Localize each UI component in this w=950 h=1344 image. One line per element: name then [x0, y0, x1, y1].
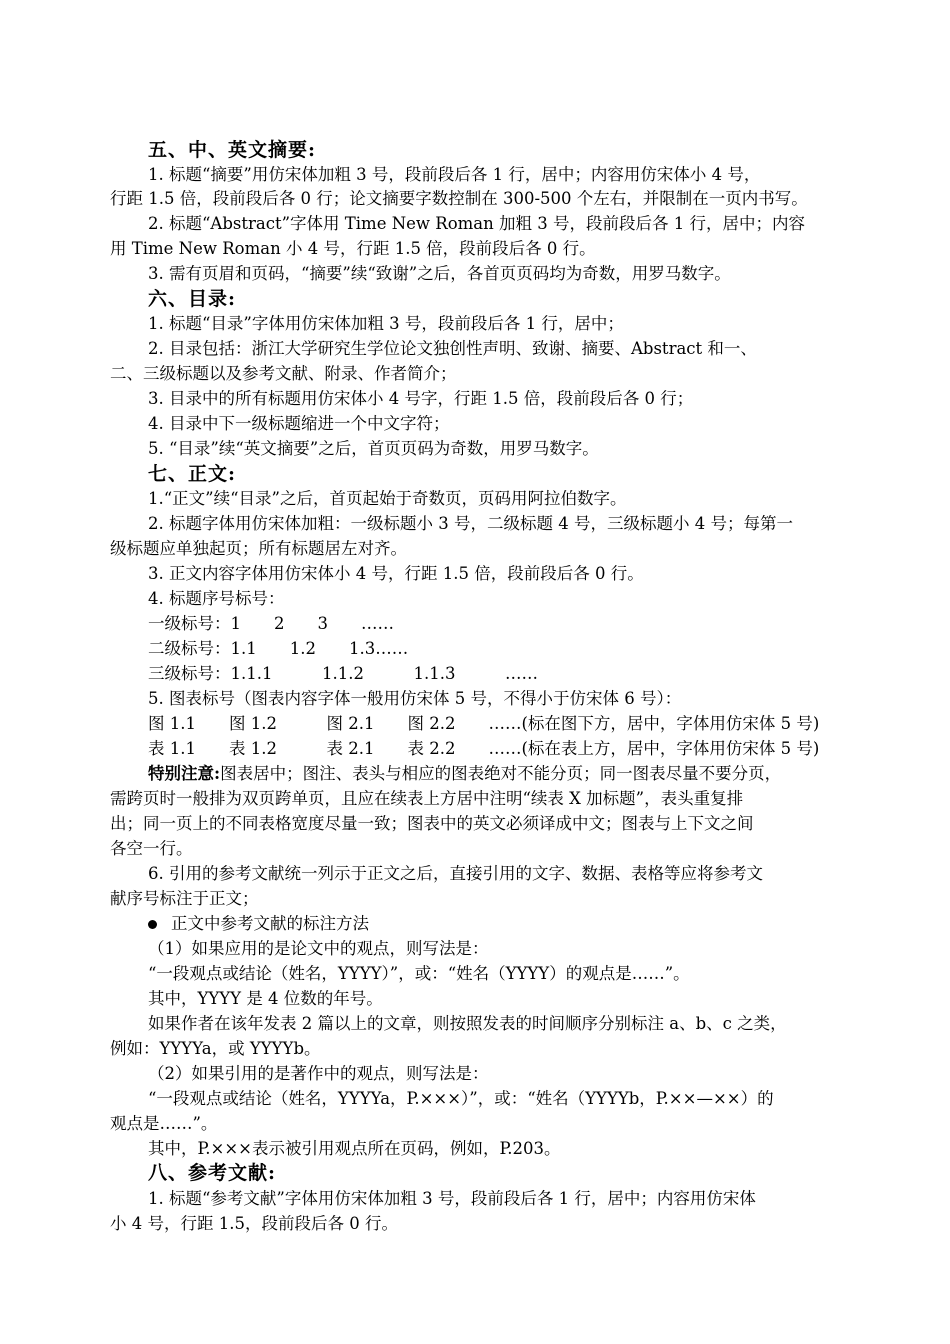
paragraph-line: 5. 图表标号（图表内容字体一般用仿宋体 5 号，不得小于仿宋体 6 号）：	[148, 689, 682, 708]
numbering-example-level2: 二级标号：1.1 1.2 1.3……	[148, 639, 409, 658]
paragraph-line: 用 Time New Roman 小 4 号，行距 1.5 倍，段前段后各 0 行。	[110, 239, 596, 258]
paragraph-line: （1）如果应用的是论文中的观点，则写法是：	[148, 939, 489, 958]
paragraph-line: 2. 目录包括：浙江大学研究生学位论文独创性声明、致谢、摘要、Abstract 和一、	[148, 339, 757, 358]
section-heading-toc: 六、目录:	[148, 288, 237, 310]
figure-numbering-example: 图 1.1 图 1.2 图 2.1 图 2.2 ……(标在图下方，居中，字体用仿宋体 5 号)	[148, 714, 820, 733]
bullet-icon	[148, 920, 157, 929]
paragraph-line: 各空一行。	[110, 839, 193, 858]
paragraph-line: 献序号标注于正文；	[110, 889, 259, 908]
special-note-text: 图表居中；图注、表头与相应的图表绝对不能分页；同一图表尽量不要分页，	[220, 764, 782, 783]
paragraph-line: 4. 标题序号标号：	[148, 589, 285, 608]
paragraph-line: 2. 标题字体用仿宋体加粗：一级标题小 3 号，二级标题 4 号，三级标题小 4 号；每第一	[148, 514, 793, 533]
section-heading-body: 七、正文:	[148, 463, 237, 485]
paragraph-line: 例如：YYYYa，或 YYYYb。	[110, 1039, 321, 1058]
paragraph-line: 需跨页时一般排为双页跨单页，且应在续表上方居中注明“续表 X 加标题”，表头重复排	[110, 789, 744, 808]
paragraph-line: 1. 标题“参考文献”字体用仿宋体加粗 3 号，段前段后各 1 行，居中；内容用仿宋体	[148, 1189, 756, 1208]
paragraph-line: （2）如果引用的是著作中的观点，则写法是：	[148, 1064, 489, 1083]
table-numbering-example: 表 1.1 表 1.2 表 2.1 表 2.2 ……(标在表上方，居中，字体用仿宋体 5 号)	[148, 739, 820, 758]
paragraph-line: 1. 标题“摘要”用仿宋体加粗 3 号，段前段后各 1 行，居中；内容用仿宋体小 4 号，	[148, 165, 761, 184]
paragraph-line: 1.“正文”续“目录”之后，首页起始于奇数页，页码用阿拉伯数字。	[148, 489, 627, 508]
paragraph-line: 二、三级标题以及参考文献、附录、作者简介；	[110, 364, 457, 383]
special-note-line	[148, 762, 781, 786]
paragraph-line: 小 4 号，行距 1.5，段前段后各 0 行。	[110, 1214, 398, 1233]
bullet-item	[148, 912, 369, 936]
paragraph-line: 3. 需有页眉和页码，“摘要”续“致谢”之后，各首页页码均为奇数，用罗马数字。	[148, 264, 731, 283]
paragraph-line: 3. 目录中的所有标题用仿宋体小 4 号字，行距 1.5 倍，段前段后各 0 行；	[148, 389, 694, 408]
paragraph-line: “一段观点或结论（姓名，YYYYa，P.×××）”，或：“姓名（YYYYb，P.××—××）的	[148, 1089, 774, 1108]
paragraph-line: 出；同一页上的不同表格宽度尽量一致；图表中的英文必须译成中文；图表与上下文之间	[110, 814, 754, 833]
paragraph-line: 4. 目录中下一级标题缩进一个中文字符；	[148, 414, 450, 433]
paragraph-line: 5. “目录”续“英文摘要”之后，首页页码为奇数，用罗马数字。	[148, 439, 599, 458]
section-heading-abstract: 五、中、英文摘要:	[148, 139, 317, 161]
special-note-label: 特别注意:	[148, 764, 221, 783]
numbering-example-level1: 一级标号：1 2 3 ……	[148, 614, 394, 633]
paragraph-line: 级标题应单独起页；所有标题居左对齐。	[110, 539, 407, 558]
numbering-example-level3: 三级标号：1.1.1 1.1.2 1.1.3 ……	[148, 664, 538, 683]
paragraph-line: 行距 1.5 倍，段前段后各 0 行；论文摘要字数控制在 300-500 个左右，并限制在一页内书写。	[110, 189, 808, 208]
paragraph-line: “一段观点或结论（姓名，YYYY）”，或：“姓名（YYYY）的观点是……”。	[148, 964, 690, 983]
paragraph-line: 3. 正文内容字体用仿宋体小 4 号，行距 1.5 倍，段前段后各 0 行。	[148, 564, 644, 583]
bullet-text: 正文中参考文献的标注方法	[171, 914, 369, 933]
paragraph-line: 2. 标题“Abstract”字体用 Time New Roman 加粗 3 号，段前段后各 1 行，居中；内容	[148, 214, 805, 233]
section-heading-references: 八、参考文献:	[148, 1162, 277, 1184]
paragraph-line: 6. 引用的参考文献统一列示于正文之后，直接引用的文字、数据、表格等应将参考文	[148, 864, 763, 883]
paragraph-line: 如果作者在该年发表 2 篇以上的文章，则按照发表的时间顺序分别标注 a、b、c 之类，	[148, 1014, 787, 1033]
paragraph-line: 观点是……”。	[110, 1114, 218, 1133]
paragraph-line: 1. 标题“目录”字体用仿宋体加粗 3 号，段前段后各 1 行，居中；	[148, 314, 624, 333]
paragraph-line: 其中，P.×××表示被引用观点所在页码，例如，P.203。	[148, 1139, 561, 1158]
paragraph-line: 其中，YYYY 是 4 位数的年号。	[148, 989, 383, 1008]
